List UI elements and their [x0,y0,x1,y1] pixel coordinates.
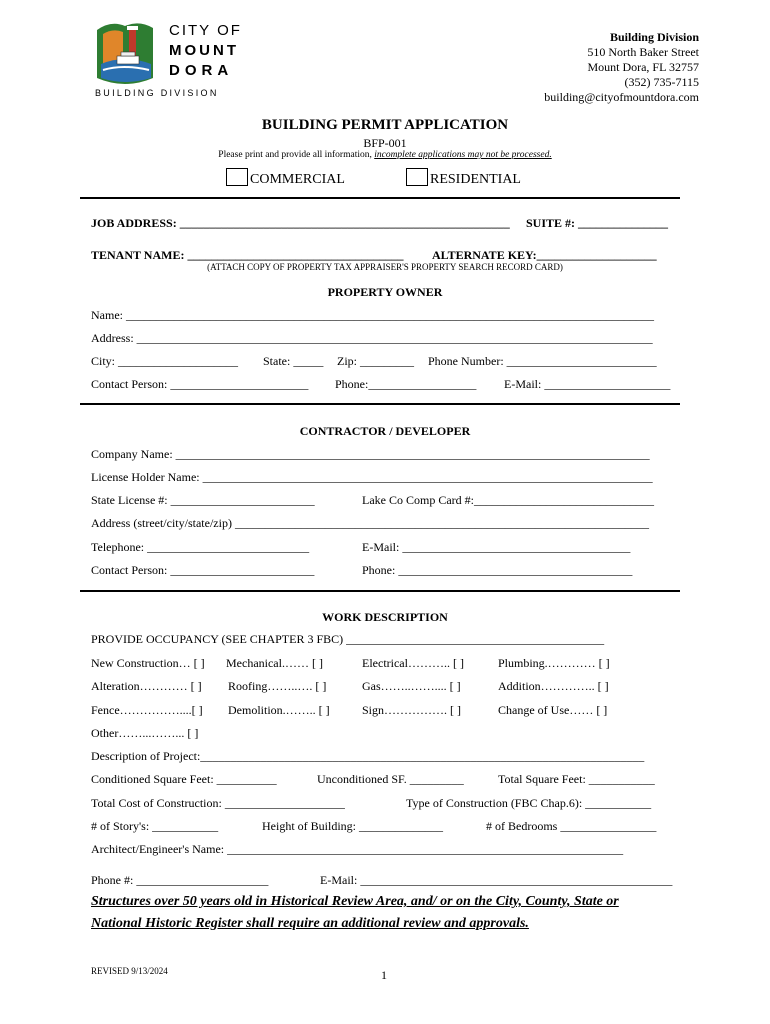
work-description-heading: WORK DESCRIPTION [322,610,448,624]
building-height-field[interactable]: Height of Building: ______________ [262,819,443,833]
contact-city: Mount Dora, FL 32757 [587,60,699,74]
divider [80,197,680,199]
logo-subtitle: BUILDING DIVISION [95,88,219,98]
contact-phone: (352) 735-7115 [624,75,699,89]
stories-field[interactable]: # of Story's: ___________ [91,819,219,833]
logo-line3: DORA [169,62,234,79]
total-sf-field[interactable]: Total Square Feet: ___________ [498,772,655,786]
residential-label: RESIDENTIAL [430,172,521,187]
occupancy-field[interactable]: PROVIDE OCCUPANCY (SEE CHAPTER 3 FBC) ___________________________________________ [91,632,605,646]
contact-email: building@cityofmountdora.com [544,90,699,104]
work-item-change-of-use[interactable]: Change of Use…… [ ] [498,703,608,717]
contractor-address-field[interactable]: Address (street/city/state/zip) _____________________________________________________________________ [91,516,649,530]
work-item-electrical[interactable]: Electrical……….. [ ] [362,656,464,670]
bedrooms-field[interactable]: # of Bedrooms ________________ [486,819,657,833]
architect-email-field[interactable]: E-Mail: ____________________________________________________ [320,873,673,887]
job-address-field[interactable]: JOB ADDRESS: _______________________________________________________ [91,216,510,230]
contact-street: 510 North Baker Street [587,45,699,59]
owner-email-field[interactable]: E-Mail: _____________________ [504,377,671,391]
work-item-plumbing[interactable]: Plumbing.………… [ ] [498,656,610,670]
owner-city-field[interactable]: City: ____________________ [91,354,239,368]
page-number: 1 [381,968,387,982]
historic-notice-line1: Structures over 50 years old in Historical Review Area, and/ or on the City, County, State or [91,894,619,909]
work-item-fence[interactable]: Fence……………....[ ] [91,703,203,717]
contact-dept: Building Division [609,30,699,44]
license-holder-field[interactable]: License Holder Name: ___________________________________________________________________________ [91,470,653,484]
commercial-label: COMMERCIAL [250,172,345,187]
logo-line1: CITY OF [169,22,242,39]
property-owner-heading: PROPERTY OWNER [327,285,443,299]
divider [80,403,680,405]
work-item-demolition[interactable]: Demolition.…….. [ ] [228,703,330,717]
work-item-mechanical[interactable]: Mechanical.…… [ ] [226,656,323,670]
form-number: BFP-001 [363,136,407,150]
revised-date: REVISED 9/13/2024 [91,966,168,976]
work-item-other[interactable]: Other……...……... [ ] [91,726,199,740]
city-seal-icon [93,20,165,90]
commercial-checkbox[interactable] [226,168,248,186]
residential-checkbox[interactable] [406,168,428,186]
instructions-prefix: Please print and provide all information, [218,150,375,160]
company-name-field[interactable]: Company Name: _______________________________________________________________________________ [91,447,650,461]
contractor-contact-field[interactable]: Contact Person: ________________________ [91,563,315,577]
historic-notice-line2: National Historic Register shall require an additional review and approvals. [91,916,529,931]
commercial-option[interactable] [226,168,345,189]
instructions-emphasis: incomplete applications may not be processed. [374,150,552,160]
owner-name-field[interactable]: Name: ________________________________________________________________________________________ [91,308,654,322]
construction-type-field[interactable]: Type of Construction (FBC Chap.6): ___________ [406,796,652,810]
work-item-roofing[interactable]: Roofing……..…. [ ] [228,679,327,693]
page-title: BUILDING PERMIT APPLICATION [261,117,509,133]
contractor-email-field[interactable]: E-Mail: ______________________________________ [362,540,631,554]
total-cost-field[interactable]: Total Cost of Construction: ____________________ [91,796,345,810]
project-description-field[interactable]: Description of Project:__________________________________________________________________________ [91,749,645,763]
work-item-alteration[interactable]: Alteration………… [ ] [91,679,202,693]
work-item-sign[interactable]: Sign……………. [ ] [362,703,461,717]
owner-state-field[interactable]: State: _____ [263,354,324,368]
contractor-phone-field[interactable]: Phone: _______________________________________ [362,563,633,577]
attach-note: (ATTACH COPY OF PROPERTY TAX APPRAISER'S PROPERTY SEARCH RECORD CARD) [207,262,563,272]
work-item-gas[interactable]: Gas……..…….... [ ] [362,679,461,693]
owner-contact-field[interactable]: Contact Person: _______________________ [91,377,309,391]
divider [80,590,680,592]
owner-phone-number-field[interactable]: Phone Number: _________________________ [428,354,657,368]
unconditioned-sf-field[interactable]: Unconditioned SF. _________ [317,772,464,786]
state-license-field[interactable]: State License #: ________________________ [91,493,315,507]
contractor-telephone-field[interactable]: Telephone: ___________________________ [91,540,310,554]
residential-option[interactable] [406,168,521,189]
architect-name-field[interactable]: Architect/Engineer's Name: __________________________________________________________________ [91,842,624,856]
architect-phone-field[interactable]: Phone #: ______________________ [91,873,269,887]
work-item-addition[interactable]: Addition………….. [ ] [498,679,609,693]
lake-co-comp-field[interactable]: Lake Co Comp Card #:______________________________ [362,493,654,507]
tenant-name-field[interactable]: TENANT NAME: ____________________________________ [91,248,404,262]
owner-address-field[interactable]: Address: ______________________________________________________________________________________ [91,331,653,345]
alternate-key-field[interactable]: ALTERNATE KEY:____________________ [432,248,657,262]
city-logo [93,20,243,102]
logo-line2: MOUNT [169,42,239,59]
contractor-heading: CONTRACTOR / DEVELOPER [299,424,471,438]
owner-phone-field[interactable]: Phone:__________________ [335,377,477,391]
suite-field[interactable]: SUITE #: _______________ [526,216,669,230]
owner-zip-field[interactable]: Zip: _________ [337,354,414,368]
instructions [0,149,770,161]
conditioned-sf-field[interactable]: Conditioned Square Feet: __________ [91,772,277,786]
work-item-new-construction[interactable]: New Construction… [ ] [91,656,205,670]
